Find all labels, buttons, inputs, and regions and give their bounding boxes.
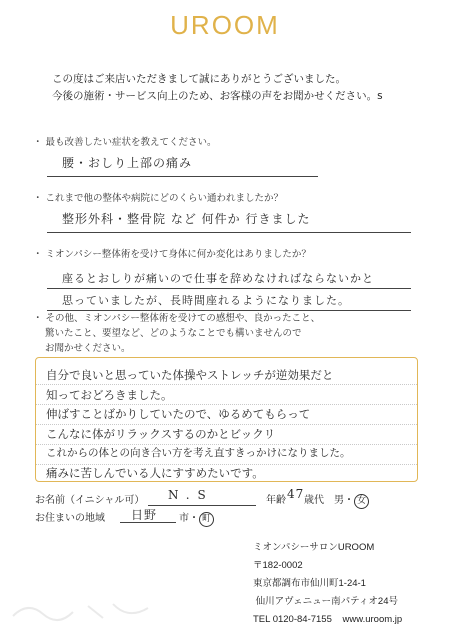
salon-address-1: 東京都調布市仙川町1-24-1 — [253, 578, 366, 589]
intro-text — [52, 71, 422, 105]
question-bullet: ・ — [33, 137, 43, 148]
gender-female-circled: 女 — [354, 494, 369, 509]
question-4 — [33, 311, 320, 356]
question-3-text: ミオンパシー整体術を受けて身体に何か変化はありましたか？ — [45, 249, 311, 260]
question-1-text: 最も改善したい症状を教えてください。 — [45, 137, 217, 148]
question-4-line-3: お聞かせください。 — [45, 343, 131, 354]
comment-line-3: 伸ばすことばかりしていたので、ゆるめてもらって — [46, 407, 311, 421]
answer-1: 腰・おしり上部の痛み — [62, 156, 193, 170]
answer-3-rule-1 — [47, 288, 411, 289]
address-label: お住まいの地域 — [35, 513, 105, 524]
gender-male: 男 — [334, 495, 344, 506]
answer-2-rule — [47, 232, 411, 233]
question-4-line-1: その他、ミオンパシー整体術を受けての感想や、良かったこと、 — [45, 313, 321, 324]
brand-logo: UROOM — [170, 10, 280, 40]
name-value: N.S — [168, 488, 214, 502]
answer-3-line-2: 思っていましたが、長時間座れるようになりました。 — [62, 294, 350, 307]
bleed-through-scribble — [8, 596, 158, 626]
town-circled: 町 — [199, 512, 214, 527]
comment-line-4: こんなに体がリラックスするのかとビックリ — [46, 426, 276, 441]
question-bullet: ・ — [33, 249, 43, 260]
comment-text — [46, 366, 409, 483]
answer-1-rule — [47, 176, 318, 177]
age-value: 47 — [287, 487, 305, 501]
answer-2: 整形外科・整骨院 など 何件か 行きました — [62, 212, 311, 226]
comment-line-6: 痛みに苦しんでいる人にすすめたいです。 — [46, 465, 264, 480]
name-rule — [148, 505, 256, 506]
question-2 — [33, 191, 283, 206]
question-bullet: ・ — [33, 193, 43, 204]
name-label: お名前（イニシャル可） — [35, 495, 145, 506]
age-suffix: 歳代 — [304, 495, 324, 506]
city-town: 市・ 町 — [179, 509, 214, 527]
comment-line-1: 自分で良いと思っていた体操やストレッチが逆効果だと — [46, 368, 334, 382]
question-4-line-2: 驚いたこと、要望など、どのようなことでも構いませんので — [45, 328, 302, 339]
question-2-text: これまで他の整体や病院にどのくらい通われましたか？ — [45, 193, 284, 204]
answer-3-line-1: 座るとおしりが痛いので仕事を辞めなければならないかと — [62, 272, 374, 285]
salon-info — [253, 539, 402, 629]
address-value: 日野 — [131, 508, 158, 522]
intro-line-2: 今後の施術・サービス向上のため、お客様の声をお聞かせください。s — [52, 90, 383, 102]
gender-options: 男・ 女 — [334, 491, 369, 509]
question-3 — [33, 247, 311, 262]
comment-box — [35, 357, 418, 482]
salon-contact — [253, 611, 402, 629]
salon-name: ミオンパシーサロンUROOM — [253, 542, 375, 553]
intro-line-1: この度はご来店いただきまして誠にありがとうございました。 — [52, 73, 346, 85]
salon-postal: 〒182-0002 — [253, 560, 303, 571]
address-rule — [120, 522, 176, 523]
question-bullet: ・ — [33, 313, 43, 324]
salon-address-2: 仙川アヴェニュー南パティオ24号 — [255, 596, 398, 607]
question-1 — [33, 135, 217, 150]
salon-web: www.uroom.jp — [342, 614, 403, 625]
bleed-through-marks — [8, 596, 158, 626]
city-label: 市 — [179, 513, 189, 524]
age-label: 年齢 — [266, 495, 286, 506]
comment-line-5: これからの体との向き合い方を考え直すきっかけになりました。 — [46, 447, 351, 459]
salon-tel: TEL 0120-84-7155 — [253, 614, 332, 625]
comment-line-2: 知っておどろきました。 — [46, 387, 173, 402]
